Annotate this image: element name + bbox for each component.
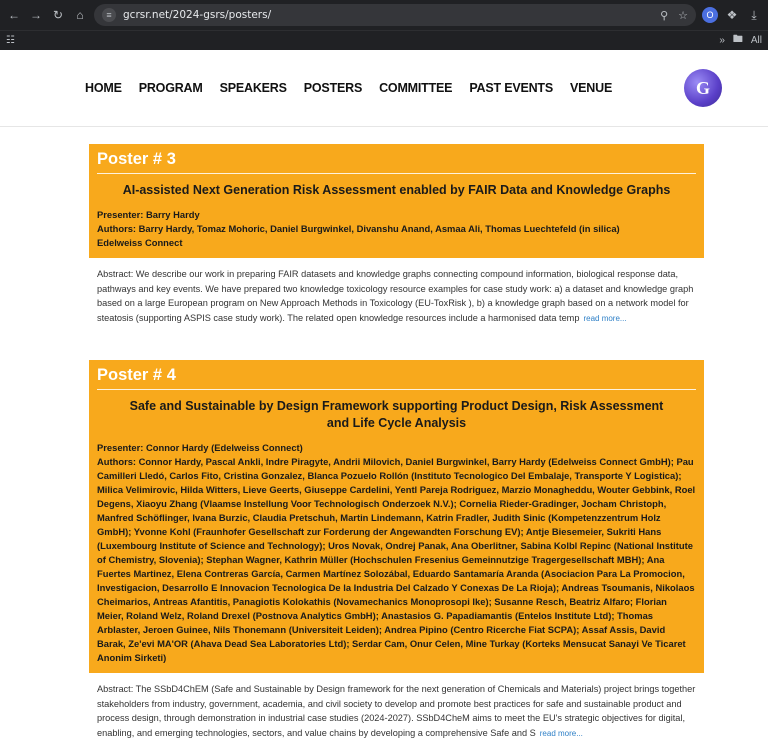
- read-more-link[interactable]: read more...: [539, 728, 583, 738]
- poster-card: [89, 144, 704, 326]
- main-nav: [85, 81, 612, 95]
- site-settings-icon[interactable]: ≡: [102, 8, 116, 22]
- home-icon[interactable]: ⌂: [76, 8, 84, 22]
- nav-program[interactable]: PROGRAM: [138, 81, 203, 95]
- poster-number: Poster # 3: [97, 150, 696, 174]
- extensions-puzzle-icon[interactable]: ❖: [726, 8, 738, 22]
- poster-number: Poster # 4: [97, 366, 696, 390]
- poster-card: [89, 360, 704, 741]
- site-header: [0, 50, 768, 127]
- poster-title: AI-assisted Next Generation Risk Assessment enabled by FAIR Data and Knowledge Graphs: [122, 183, 671, 197]
- poster-header-box: [89, 144, 704, 258]
- apps-grid-icon[interactable]: ☷: [6, 35, 15, 46]
- poster-meta: [97, 441, 696, 665]
- poster-authors: Authors: Connor Hardy, Pascal Ankli, Indre Piragyte, Andrii Milovich, Daniel Burgwinkel, Barry Hardy (Edelweiss Connect GmbH); Pau Camilleri Lledó, Carlos Fito, Cristina Gonzalez, Blanca Pozuelo Rollón (Instituto Tecnologico Del Embalaje, Transporte Y Logistica); Milica Velimirovic, Hilda Witters, Lieve Geerts, Giuseppe Cardelini, Yentl Pareja Rodriguez, Marzio Monagheddu, Wouter Gebbink, Roel Degens, Xiaoyu Zhang (Vlaamse Instellung Voor Technologisch Onderzoek N.V.); Cornelia Rieder-Gradinger, Jocham Christoph, Manfred Schöflinger, Ivana Burzic, Claudia Pretschuh, Martin Lindemann, Katrin Fradler, Judith Sinic (Kompetenzzentrum Holz GmbH); Yvonne Kohl (Fraunhofer Gesellschaft zur Forderung der Angewandten Forschung EV); Antje Biesemeier, Sukriti Hans (Luxembourg Institute of Science and Technology); Uros Novak, Ondrej Panak, Ana Oberlitner, Sabina Kolbl Repinc (National Institute of Chemistry, Slovenia); Stephan Wagner, Kathrin Müller (Hochschulen Fresenius Gemeinnutzige Tragergesellschaft MBH); Ana Fuertes Martinez, Elena Contreras García, Carmen Martínez Solozábal, Eduardo Santamaría Aranda (Asociacion Para La Promocion, Investigacion, Desarrollo E Innovacion Tecnologica De la Industria Del Calzado Y Conexas De La Rioja); Andreas Tsoumanis, Nikolaos Cheimarios, Antreas Afantitis, Panagiotis Kolokathis (Novamechanics Monoprosopi Ike); Susanne Resch, Beatriz Alfaro; Florian Meier, Roland Welz, Roland Drexel (Postnova Analytics GmbH); Anastasios G. Papadiamantis (Entelos Institute Ltd); Thomas Arblaster, Jeroen Guinee, Nils Thonemann (Universiteit Leiden); Andrea Pipino (Centro Ricerche Fiat SCPA); Assaf Assis, David Barak, Ze'evi MA'OR (Ahava Dead Sea Laboratories Ltd); Serdar Cam, Onur Celen, Mine Turkay (Korteks Mensucat Sanayi Ve Ticaret Anonim Sirketi): [97, 456, 696, 663]
- poster-abstract: [89, 673, 704, 741]
- bookmarks-bar: [0, 30, 768, 50]
- poster-presenter: Presenter: Barry Hardy: [97, 209, 200, 220]
- nav-venue[interactable]: VENUE: [570, 81, 613, 95]
- poster-title: Safe and Sustainable by Design Framework supporting Product Design, Risk Assessment and Life Cycle Analysis: [129, 399, 664, 430]
- reload-icon[interactable]: ↻: [52, 8, 64, 22]
- download-icon[interactable]: ⤓: [751, 7, 757, 22]
- forward-icon[interactable]: →: [30, 8, 42, 22]
- poster-organization: Edelweiss Connect: [97, 237, 183, 248]
- poster-header-box: [89, 360, 704, 673]
- browser-toolbar: [0, 0, 768, 30]
- abstract-text: Abstract: The SSbD4ChEM (Safe and Sustainable by Design framework for the next generation of Chemicals and Materials) project brings together stakeholders from industry, government, academia, and civil society to develop and promote best practices for safe and sustainable product and process design, through demonstration in industrial case studies (2024-2027). SSbD4CheM aims to meet the EU's strategic objectives for digital, enabling, and emerging technologies, sectors, and value chains by developing a comprehensive Safe and S: [97, 684, 696, 738]
- poster-meta: [97, 208, 696, 250]
- nav-speakers[interactable]: SPEAKERS: [219, 81, 287, 95]
- nav-home[interactable]: HOME: [85, 81, 122, 95]
- poster-authors: Authors: Barry Hardy, Tomaz Mohoric, Daniel Burgwinkel, Divanshu Anand, Asmaa Ali, Thomas Luechtefeld (in silica): [97, 223, 620, 234]
- extension-icon[interactable]: O: [702, 7, 718, 23]
- browser-chrome: [0, 0, 768, 50]
- zoom-icon[interactable]: ⚲: [660, 9, 669, 22]
- abstract-text: Abstract: We describe our work in preparing FAIR datasets and knowledge graphs connecting compound information, biological response data, pathways and key events. We have prepared two knowledge toxicology resource examples for case study work: a) a dataset and knowledge graph based on a large European program on New Approach Methods in Toxicology (EU-ToxRisk ), b) a knowledge graph based on a network model for steatosis (supporting ASPIS case study work). The related open knowledge resources include a harmonised data temp: [97, 269, 694, 323]
- back-icon[interactable]: ←: [8, 8, 20, 22]
- site-logo[interactable]: [684, 69, 722, 107]
- address-bar[interactable]: [94, 4, 696, 26]
- poster-abstract: [89, 258, 704, 326]
- poster-presenter: Presenter: Connor Hardy (Edelweiss Connect): [97, 442, 303, 453]
- folder-icon[interactable]: 🖿: [732, 34, 743, 45]
- all-bookmarks-label[interactable]: All: [750, 35, 762, 46]
- bookmark-star-icon[interactable]: ☆: [678, 9, 688, 22]
- url-text[interactable]: gcrsr.net/2024-gsrs/posters/: [123, 9, 272, 21]
- nav-past-events[interactable]: PAST EVENTS: [469, 81, 554, 95]
- nav-posters[interactable]: POSTERS: [303, 81, 363, 95]
- read-more-link[interactable]: read more...: [583, 313, 627, 323]
- logo-letter: G: [695, 77, 710, 98]
- nav-committee[interactable]: COMMITTEE: [379, 81, 453, 95]
- more-bookmarks-icon[interactable]: »: [719, 35, 725, 46]
